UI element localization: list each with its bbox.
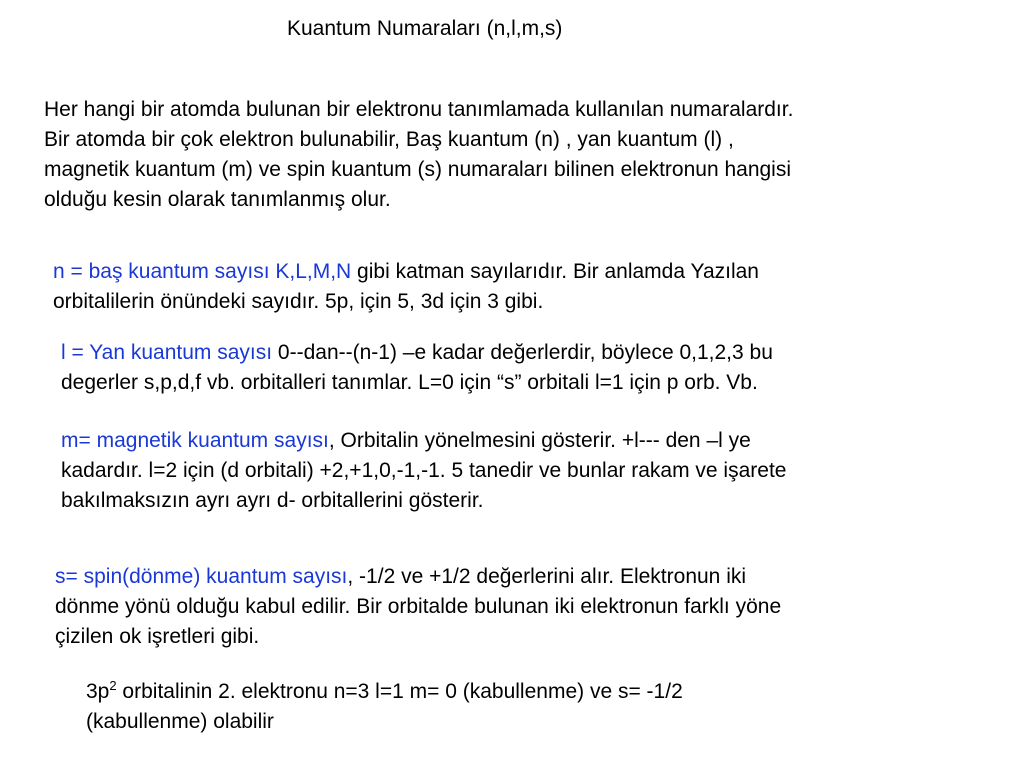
paragraph-line	[61, 426, 786, 456]
paragraph-text: orbitalinin 2. elektronu n=3 l=1 m= 0 (kabullenme) ve s= -1/2	[116, 680, 683, 703]
example-paragraph	[86, 677, 683, 737]
azimuthal-quantum-number-paragraph	[61, 338, 773, 398]
orbital-label: 3p	[86, 680, 110, 703]
intro-line: olduğu kesin olarak tanımlanmış olur.	[44, 188, 391, 211]
paragraph-text: , Orbitalin yönelmesini gösterir. +l--- den –l ye	[328, 429, 751, 452]
paragraph-text: gibi katman sayılarıdır. Bir anlamda Yazılan	[351, 260, 759, 283]
paragraph-line: degerler s,p,d,f vb. orbitalleri tanımlar. L=0 için “s” orbitali l=1 için p orb. Vb.	[61, 371, 758, 394]
intro-paragraph	[44, 95, 793, 215]
intro-line: Bir atomda bir çok elektron bulunabilir, Baş kuantum (n) , yan kuantum (l) ,	[44, 128, 734, 151]
paragraph-line: (kabullenme) olabilir	[86, 710, 274, 733]
spin-quantum-number-paragraph	[55, 562, 781, 652]
magnetic-quantum-term: m= magnetik kuantum sayısı	[61, 429, 329, 452]
paragraph-line: dönme yönü olduğu kabul edilir. Bir orbitalde bulunan iki elektronun farklı yöne	[55, 595, 782, 618]
paragraph-line: orbitalilerin önündeki sayıdır. 5p, için 5, 3d için 3 gibi.	[53, 290, 544, 313]
spin-quantum-term: s= spin(dönme) kuantum sayısı	[55, 565, 348, 588]
intro-line: magnetik kuantum (m) ve spin kuantum (s) numaraları bilinen elektronun hangisi	[44, 158, 792, 181]
magnetic-quantum-number-paragraph	[61, 426, 786, 516]
intro-line: Her hangi bir atomda bulunan bir elektronu tanımlamada kullanılan numaralardır.	[44, 98, 794, 121]
orbital-superscript: 2	[109, 678, 117, 693]
paragraph-line	[53, 257, 759, 287]
paragraph-line	[55, 562, 781, 592]
paragraph-text: 0--dan--(n-1) –e kadar değerlerdir, böylece 0,1,2,3 bu	[272, 341, 773, 364]
paragraph-line	[61, 338, 773, 368]
page-title: Kuantum Numaraları (n,l,m,s)	[287, 17, 563, 40]
paragraph-line	[86, 677, 683, 707]
principal-quantum-term: n = baş kuantum sayısı K,L,M,N	[53, 260, 352, 283]
paragraph-text: , -1/2 ve +1/2 değerlerini alır. Elektronun iki	[347, 565, 747, 588]
paragraph-line: çizilen ok işretleri gibi.	[55, 625, 260, 648]
paragraph-line: bakılmaksızın ayrı ayrı d- orbitallerini gösterir.	[61, 489, 484, 512]
paragraph-line: kadardır. l=2 için (d orbitali) +2,+1,0,-1,-1. 5 tanedir ve bunlar rakam ve işarete	[61, 459, 787, 482]
principal-quantum-number-paragraph	[53, 257, 759, 317]
azimuthal-quantum-term: l = Yan kuantum sayısı	[61, 341, 273, 364]
